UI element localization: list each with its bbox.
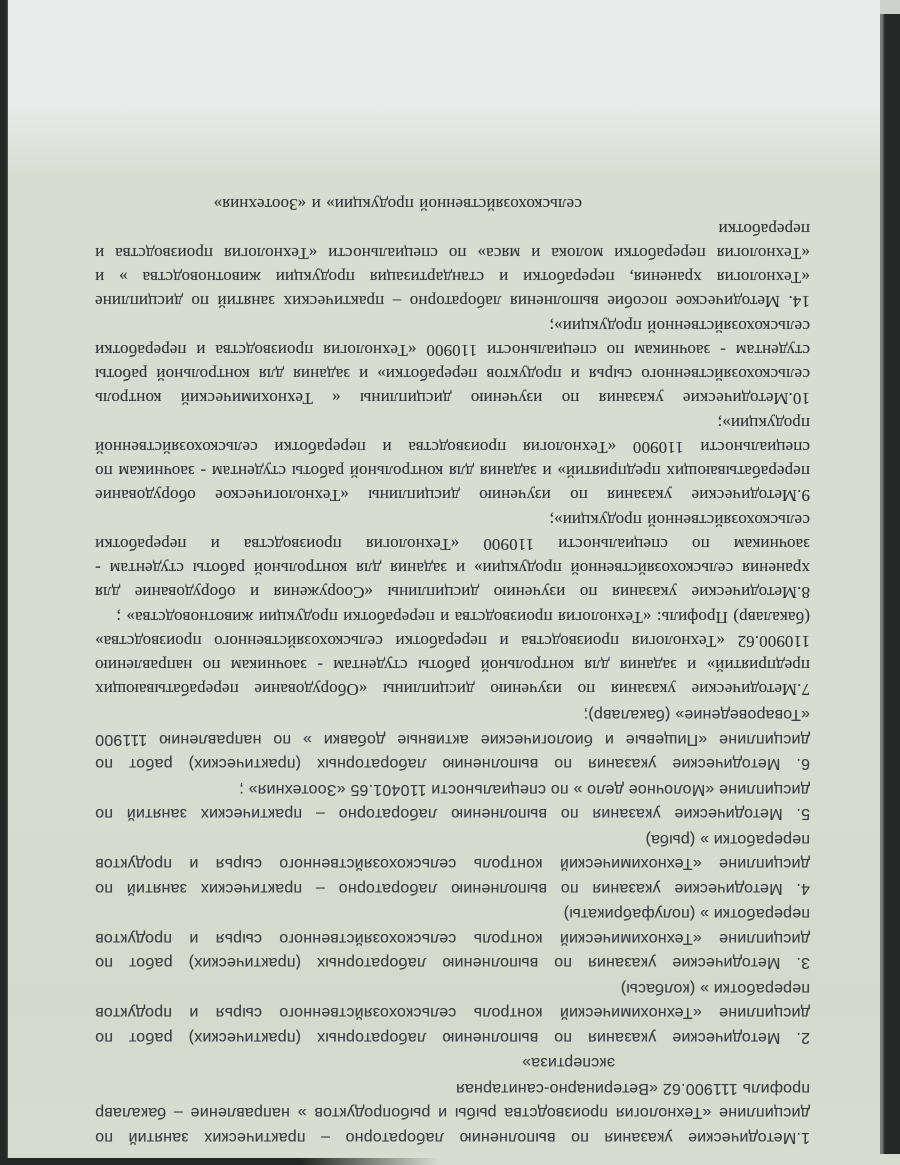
scanner-edge-right xyxy=(880,14,900,1154)
scanner-edge-left xyxy=(0,0,8,1165)
document-paragraph: 5. Методические указания по выполнению лабораторно – практических занятий по дисциплине «Молочное дело » по специальности 110401.65 «Зоотехния» ; xyxy=(95,781,810,823)
document-paragraph: 14. Методическое пособие выполнения лабораторно – практических занятий по дисциплине «Технология хранения, переработки и стандартизация продукции животноводства » и «Технология переработки молока и мяса» по специальности «Технология производства и переработки xyxy=(95,220,810,311)
document-paragraph: 6. Методические указания по выполнению лабораторных (практических) работ по дисциплине «Пищевые и биологические активные добавки » по направлению 111900 «Товароведение» (бакалавр); xyxy=(95,706,810,773)
paragraph-tail-line: экспертиза» xyxy=(521,1054,615,1072)
document-paragraph: 10.Методические указания по изучению дисциплины « Технохимический контроль сельскохозяйственного сырья и продуктов переработки» и задания для контрольной работы студентам - заочникам по специальности 110900 «Технология производства и переработки сельскохозяйственной продукции»; xyxy=(95,317,810,408)
document-paragraph: 1.Методические указания по выполнению лабораторно – практических занятий по дисциплине «Технология производства рыбы и рыбопродуктов » направление – бакалавр профиль 111900.62 «Ветеринарно-санитарная xyxy=(95,1080,810,1146)
document-paragraph: 2. Методические указания по выполнению лабораторных (практических) работ по дисциплине «Технохимический контроль сельскохозяйственного сырья и продуктов переработки » (колбасы) xyxy=(95,980,810,1046)
scanner-corner-gap xyxy=(880,0,900,14)
paragraph-tail-line: сельскохозяйственной продукции» и «Зоотехния» xyxy=(213,195,582,214)
document-paragraph: 7.Методические указания по изучению дисциплины «Оборудование перерабатывающих предприятий» и задания для контрольной работы студентам - заочникам по направлению 110900.62 «Технология производства и переработки сельскохозяйственного производства» (бакалавр) Профиль: «Технология производства и переработки продукции животноводства» ; xyxy=(95,608,810,699)
document-paragraph: 3. Методические указания по выполнению лабораторных (практических) работ по дисциплине «Технохимический контроль сельскохозяйственного сырья и продуктов переработки » (полуфабрикаты) xyxy=(95,905,810,972)
document-paragraph: 4. Методические указания по выполнению лабораторно – практических занятий по дисциплине «Технохимический контроль сельскохозяйственного сырья и продуктов переработки » (рыба) xyxy=(95,831,810,897)
document-paragraph: 8.Методические указания по изучению дисциплины «Сооружения и оборудование для хранения сельскохозяйственной продукции» и задания для контрольной работы студентам - заочникам по специальности 110900 «Технология производства и переработки сельскохозяйственной продукции»; xyxy=(95,511,810,602)
scanner-edge-bottom xyxy=(0,1158,440,1165)
document-paragraph: 9.Методические указания по изучению дисциплины «Технологическое оборудование перерабатывающих предприятий» и задания для контрольной работы студентам - заочникам по специальности 110900 «Технология производства и переработки сельскохозяйственной продукции»; xyxy=(95,414,810,505)
